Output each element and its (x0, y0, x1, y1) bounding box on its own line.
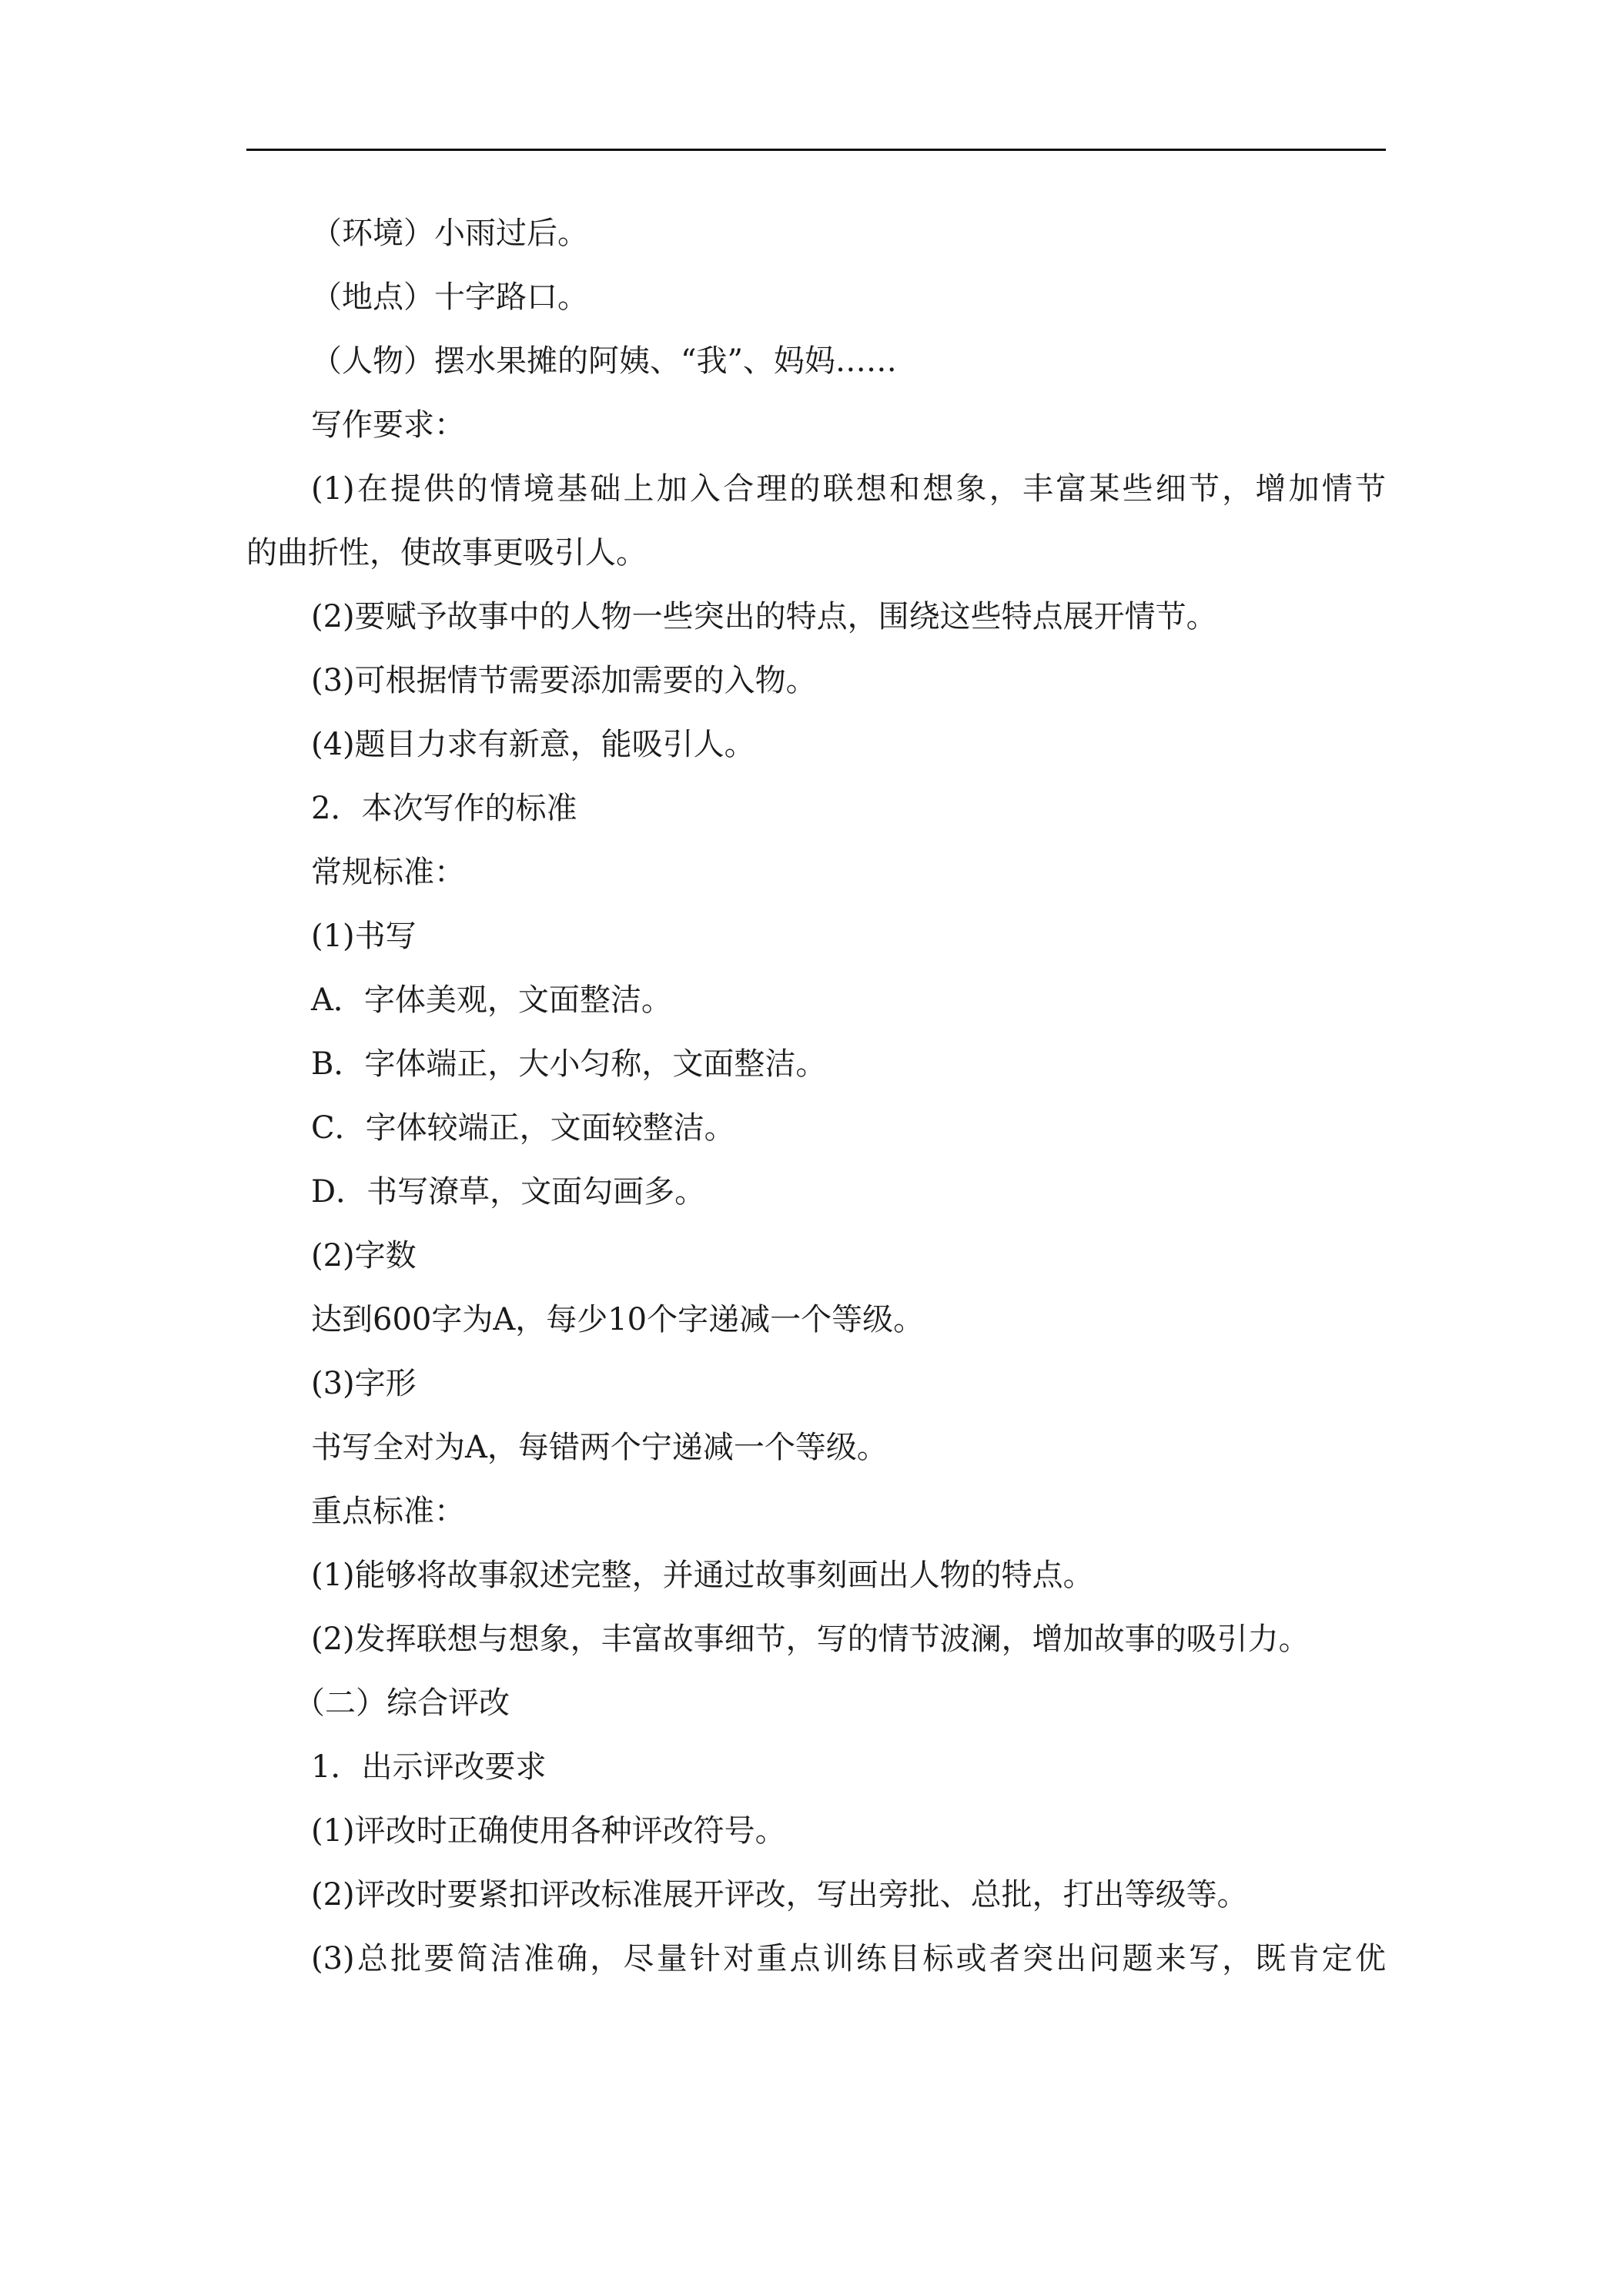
text-line-grade-b: B．字体端正，大小匀称，文面整洁。 (311, 1046, 827, 1082)
header-rule (246, 149, 1386, 151)
text-line-writing-requirements-heading: 写作要求： (311, 407, 465, 443)
text-line-requirement-1-continued: 的曲折性，使故事更吸引人。 (246, 535, 647, 571)
text-line-requirement-2: (2)要赋予故事中的人物一些突出的特点，围绕这些特点展开情节。 (311, 599, 1217, 634)
text-line-grade-c: C．字体较端正，文面较整洁。 (311, 1110, 735, 1146)
text-line-revision-1: (1)评改时正确使用各种评改符号。 (311, 1813, 786, 1849)
text-line-key-standard-2: (2)发挥联想与想象，丰富故事细节，写的情节波澜，增加故事的吸引力。 (311, 1622, 1310, 1657)
document-body (246, 202, 1386, 1991)
text-line-general-standards: 常规标准： (311, 855, 465, 890)
text-line-environment: （环境）小雨过后。 (311, 216, 588, 251)
text-line-key-standards: 重点标准： (311, 1494, 465, 1529)
text-line-word-count: (2)字数 (311, 1238, 417, 1274)
text-line-revision-2: (2)评改时要紧扣评改标准展开评改，写出旁批、总批，打出等级等。 (311, 1877, 1248, 1913)
text-line-standards-heading: 2．本次写作的标准 (311, 791, 577, 826)
text-line-grade-a: A．字体美观，文面整洁。 (311, 982, 672, 1018)
text-line-character-form: (3)字形 (311, 1366, 417, 1401)
text-line-revision-3: (3)总批要简洁准确，尽量针对重点训练目标或者突出问题来写，既肯定优 (311, 1941, 1386, 1976)
text-line-section-two-heading: （二）综合评改 (294, 1685, 510, 1721)
text-line-requirement-1: (1)在提供的情境基础上加入合理的联想和想象，丰富某些细节，增加情节 (311, 471, 1386, 507)
text-line-location: （地点）十字路口。 (311, 279, 588, 315)
text-line-revision-requirements: 1．出示评改要求 (311, 1749, 547, 1785)
text-line-characters: （人物）摆水果摊的阿姨、“我”、妈妈…… (311, 343, 897, 379)
text-line-word-count-rule: 达到600字为A，每少10个字递减一个等级。 (311, 1302, 925, 1337)
text-line-key-standard-1: (1)能够将故事叙述完整，并通过故事刻画出人物的特点。 (311, 1558, 1094, 1593)
text-line-character-form-rule: 书写全对为A，每错两个宁递减一个等级。 (311, 1430, 888, 1465)
text-line-handwriting: (1)书写 (311, 919, 417, 954)
text-line-grade-d: D．书写潦草，文面勾画多。 (311, 1174, 706, 1210)
text-line-requirement-3: (3)可根据情节需要添加需要的入物。 (311, 663, 817, 698)
text-line-requirement-4: (4)题目力求有新意，能吸引人。 (311, 727, 755, 762)
